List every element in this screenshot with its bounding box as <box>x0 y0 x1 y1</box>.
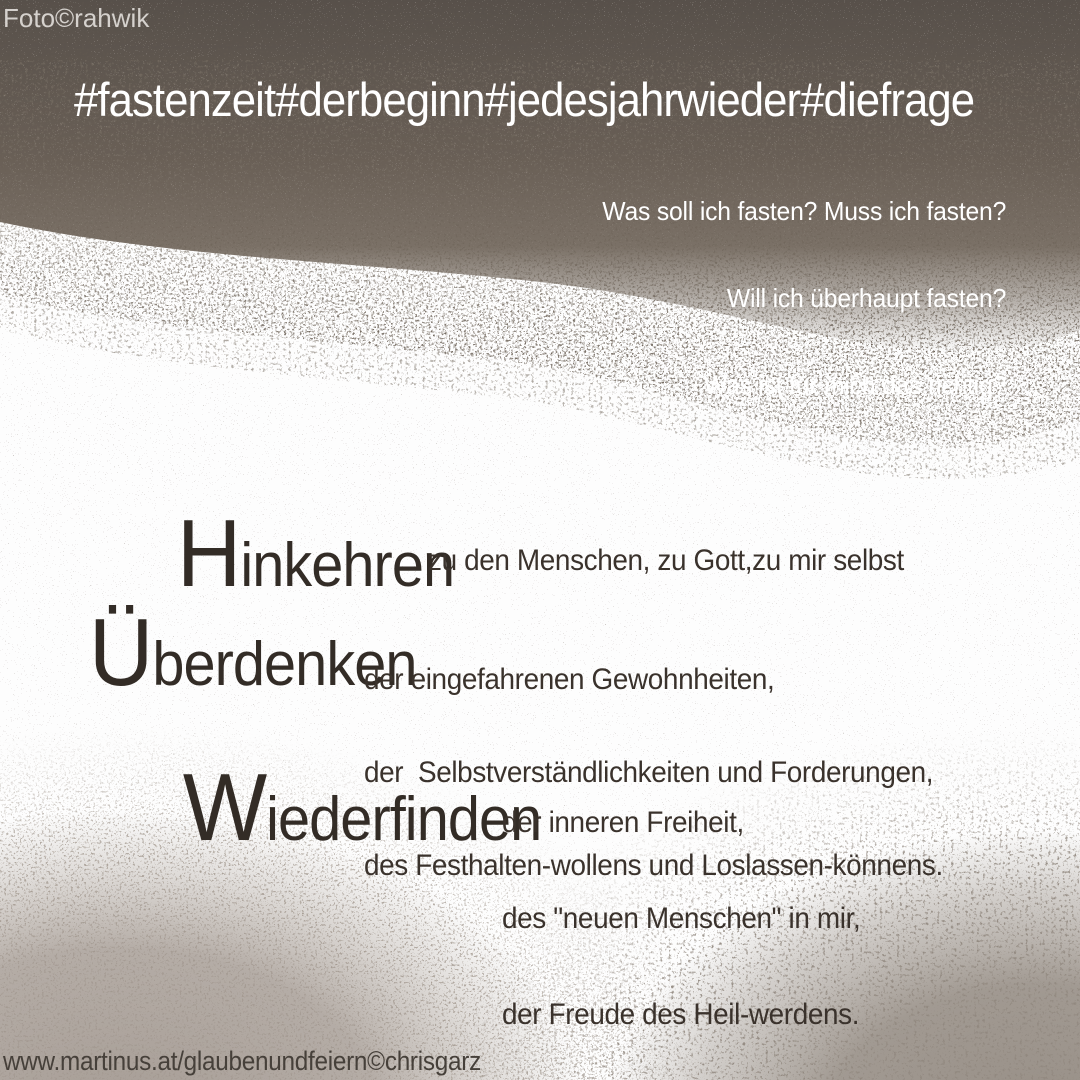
initial-letter: W <box>182 754 267 861</box>
question-line: Will ich überhaupt fasten? <box>726 283 1006 313</box>
section-subline: des Festhalten-wollens und Loslassen-könnens. <box>364 849 943 882</box>
question-line: Was soll ich fasten? Muss ich fasten? <box>602 196 1006 226</box>
section-subline: der eingefahrenen Gewohnheiten, <box>364 663 775 696</box>
title-rest: iederfinden <box>266 785 542 854</box>
questions-block <box>602 139 1006 458</box>
section-subline: der inneren Freiheit, <box>502 806 744 839</box>
section-subline: des "neuen Menschen" in mir, <box>502 902 861 935</box>
section-wiederfinden-lines <box>502 743 860 1080</box>
initial-letter: H <box>176 500 241 607</box>
title-rest: berdenken <box>152 630 417 699</box>
initial-letter: Ü <box>88 599 153 706</box>
section-subline: der Freude des Heil-werdens. <box>502 998 860 1031</box>
section-subline: der Selbstverständlichkeiten und Forderungen, <box>364 756 934 789</box>
question-line: Was ist für mich das richtig? <box>703 370 1006 400</box>
hashtag-line: #fastenzeit#derbeginn#jedesjahrwieder#diefrage <box>74 73 975 126</box>
footer-url: www.martinus.at/glaubenundfeiern©chrisgarz <box>3 1046 481 1076</box>
photo-credit: Foto©rahwik <box>3 3 150 33</box>
section-wiederfinden-title <box>170 664 541 980</box>
title-rest: inkehren <box>240 531 455 600</box>
section-subline: zu den Menschen, zu Gott,zu mir selbst <box>428 544 904 577</box>
